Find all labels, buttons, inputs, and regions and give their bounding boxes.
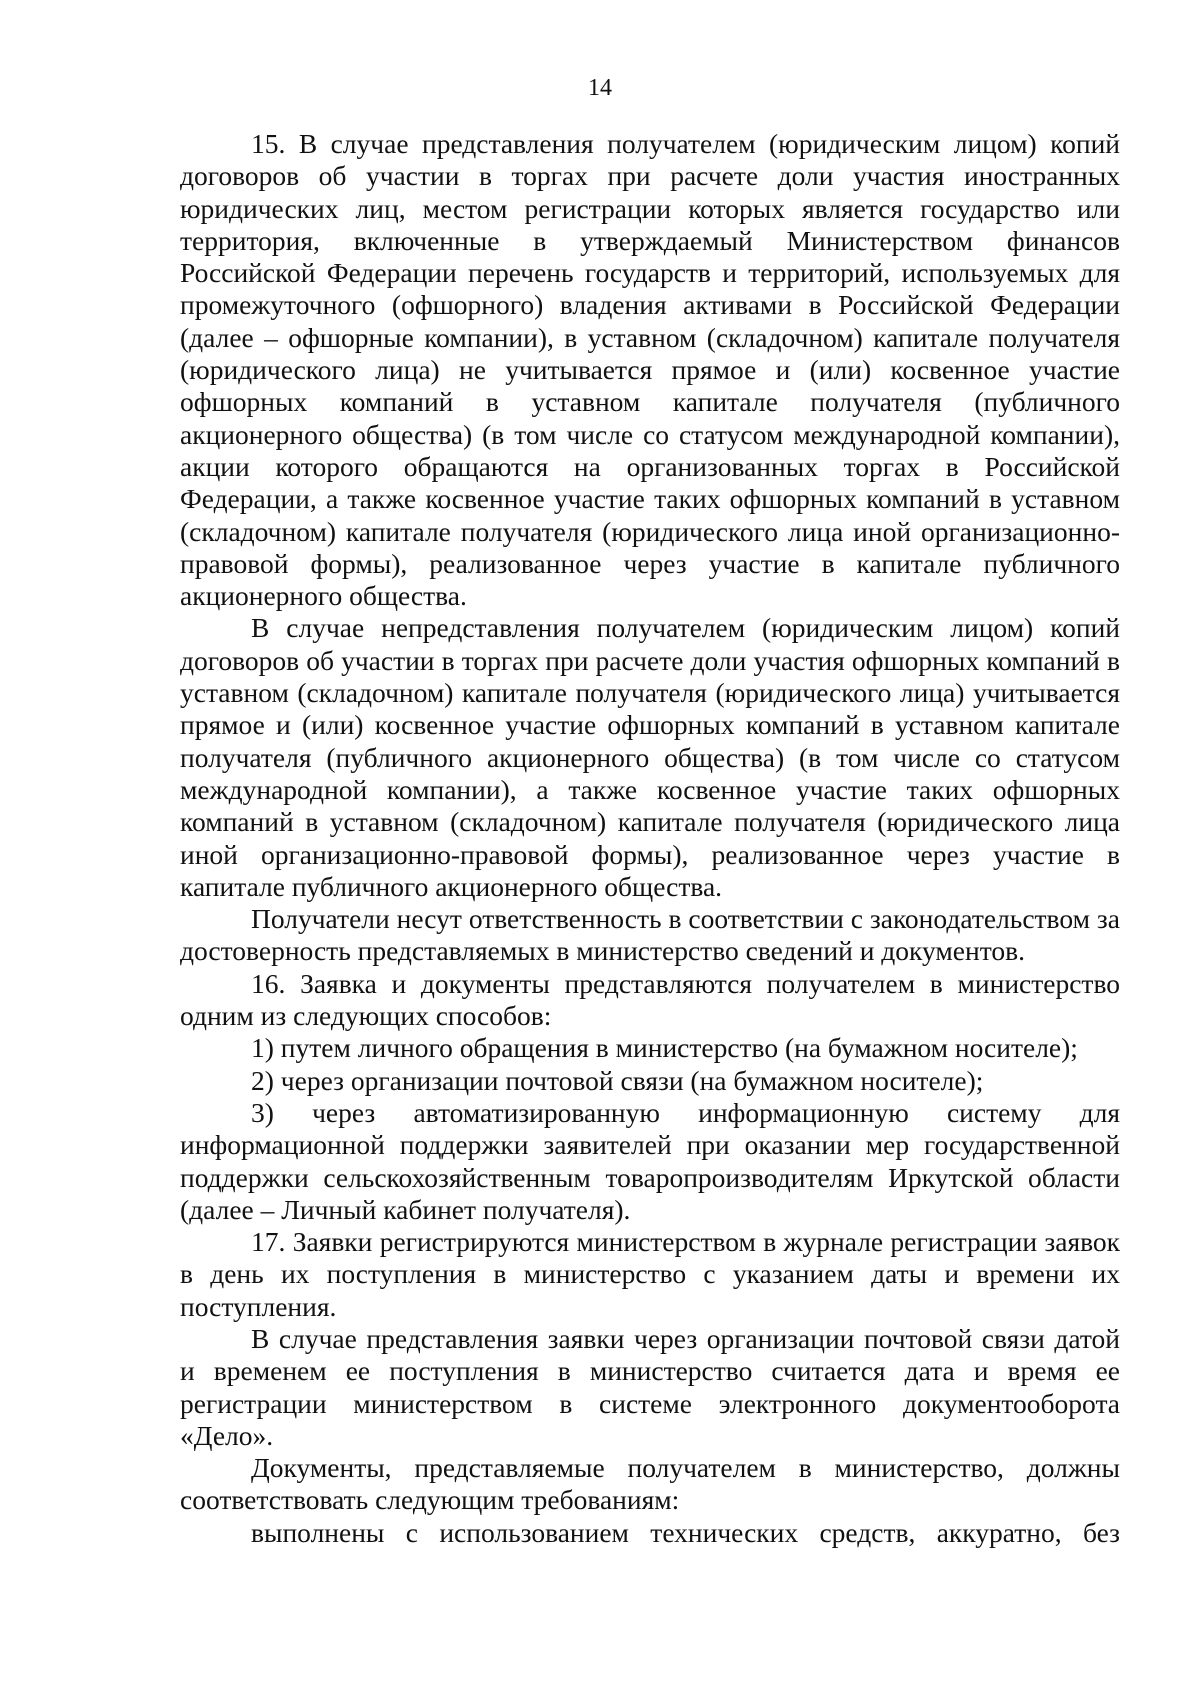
paragraph-non-submission: В случае непредставления получателем (юридическим лицом) копий договоров об участии в торгах при расчете доли участия офшорных компаний в уставном (складочном) капитале получателя (юридического лица) учитывается прямое и (или) косвенное участие офшорных компаний в уставном капитале получателя (публичного акционерного общества) (в том числе со статусом международной компании), а также косвенное участие таких офшорных компаний в уставном (складочном) капитале получателя (юридического лица иной организационно-правовой формы), реализованное через участие в капитале публичного акционерного общества. <box>180 612 1120 902</box>
paragraph-requirements: Документы, представляемые получателем в министерство, должны соответствовать следующим требованиям: <box>180 1452 1120 1516</box>
paragraph-15: 15. В случае представления получателем (юридическим лицом) копий договоров об участии в торгах при расчете доли участия иностранных юридических лиц, местом регистрации которых является государство или территория, включенные в утверждаемый Министерством финансов Российской Федерации перечень государств и территорий, используемых для промежуточного (офшорного) владения активами в Российской Федерации (далее – офшорные компании), в уставном (складочном) капитале получателя (юридического лица) не учитывается прямое и (или) косвенное участие офшорных компаний в уставном капитале получателя (публичного акционерного общества) (в том числе со статусом международной компании), акции которого обращаются на организованных торгах в Российской Федерации, а также косвенное участие таких офшорных компаний в уставном (складочном) капитале получателя (юридического лица иной организационно-правовой формы), реализованное через участие в капитале публичного акционерного общества. <box>180 128 1120 612</box>
list-item-2: 2) через организации почтовой связи (на бумажном носителе); <box>251 1064 984 1096</box>
paragraph-17: 17. Заявки регистрируются министерством в журнале регистрации заявок в день их поступления в министерство с указанием даты и времени их поступления. <box>180 1226 1120 1322</box>
page-number: 14 <box>588 75 612 101</box>
list-item-3: 3) через автоматизированную информационную систему для информационной поддержки заявителей при оказании мер государственной поддержки сельскохозяйственным товаропроизводителям Иркутской области (далее – Личный кабинет получателя). <box>180 1096 1120 1225</box>
paragraph-postal: В случае представления заявки через организации почтовой связи датой и временем ее поступления в министерство считается дата и время ее регистрации министерством в системе электронного документооборота «Дело». <box>180 1322 1120 1451</box>
list-item-1: 1) путем личного обращения в министерство (на бумажном носителе); <box>251 1032 1078 1064</box>
paragraph-16: 16. Заявка и документы представляются получателем в министерство одним из следующих способов: <box>180 967 1120 1032</box>
paragraph-last-line: выполнены с использованием технических средств, аккуратно, без <box>251 1516 1120 1548</box>
document-body <box>180 128 1120 1549</box>
paragraph-responsibility: Получатели несут ответственность в соответствии с законодательством за достоверность представляемых в министерство сведений и документов. <box>180 903 1120 967</box>
